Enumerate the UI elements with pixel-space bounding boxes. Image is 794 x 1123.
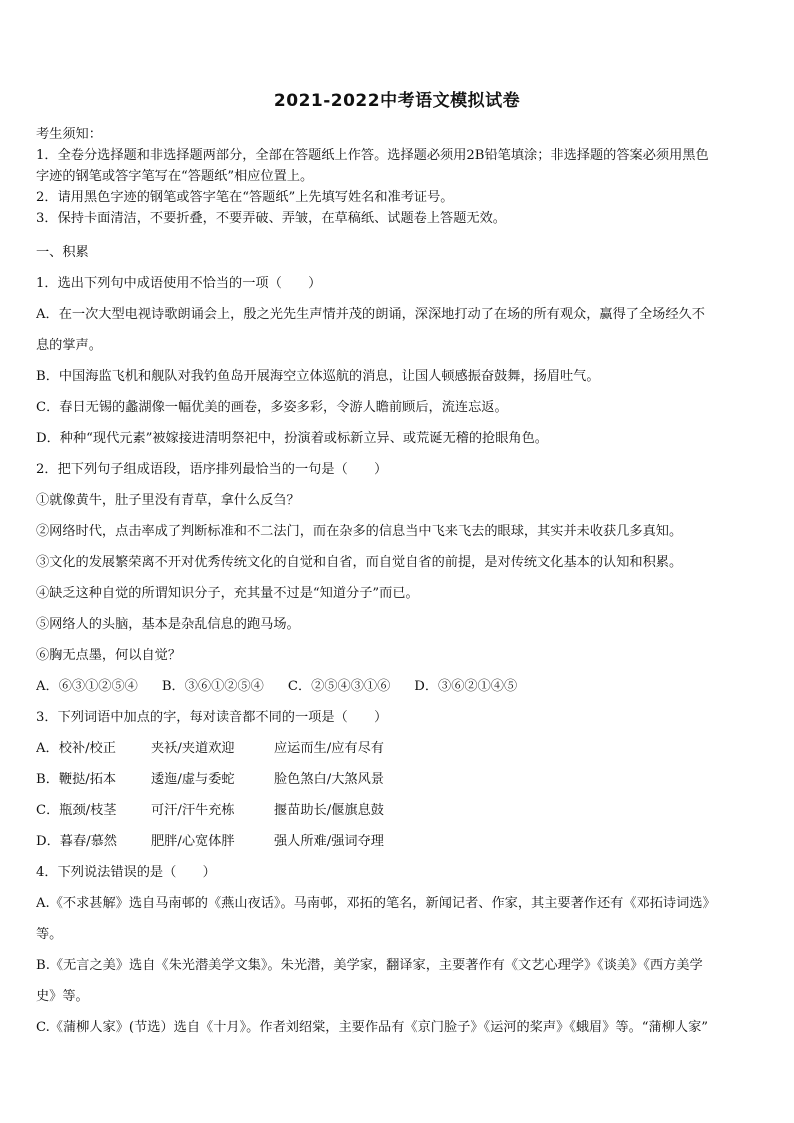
option-cell: B．鞭挞/拓本 [36,772,117,787]
question-1-option-d: D．种种“现代元素”被嫁接进清明祭祀中，扮演着或标新立异、或荒诞无稽的抢眼角色。 [36,431,548,446]
notice-line: 3．保持卡面清洁，不要折叠，不要弄破、弄皱，在草稿纸、试题卷上答题无效。 [36,211,506,226]
option-cell: 逶迤/虚与委蛇 [151,772,235,787]
question-1-stem: 1．选出下列句中成语使用不恰当的一项（ ） [36,276,322,291]
question-2-sentence: ⑥胸无点墨，何以自觉？ [36,648,182,663]
question-4-option-c: C.《蒲柳人家》(节选）选自《十月》。作者刘绍棠，主要作品有《京门脸子》《运河的桨声》《蛾眉》等。“蒲柳人家” [36,1020,709,1035]
question-1-option-c: C．春日无锡的蠡湖像一幅优美的画卷，多姿多彩，令游人瞻前顾后，流连忘返。 [36,400,508,415]
question-2-sentence: ①就像黄牛，肚子里没有青草，拿什么反刍？ [36,493,300,508]
option-cell: 强人所难/强词夺理 [274,834,384,849]
option-cell: 夹袄/夹道欢迎 [151,741,235,756]
question-3-stem: 3．下列词语中加点的字，每对读音都不同的一项是（ ） [36,710,388,725]
question-2-options [36,671,760,702]
notice-line: 2．请用黑色字迹的钢笔或答字笔在“答题纸”上先填写姓名和准考证号。 [36,190,454,205]
questions-block [36,237,760,1043]
question-4-stem: 4．下列说法错误的是（ ） [36,865,216,880]
question-2-option-d: D．③⑥②①④⑤ [414,679,518,694]
option-cell: C．瓶颈/枝茎 [36,803,117,818]
question-1-option-b: B．中国海监飞机和舰队对我钓鱼岛开展海空立体巡航的消息，让国人顿感振奋鼓舞，扬眉吐气。 [36,369,600,384]
question-4-option-a: A.《不求甚解》选自马南邨的《燕山夜话》。马南邨，邓拓的笔名，新闻记者、作家，其主要著作还有《邓拓诗词选》 [36,896,716,911]
question-2-sentence: ②网络时代，点击率成了判断标准和不二法门，而在杂多的信息当中飞来飞去的眼球，其实并未收获几多真知。 [36,524,683,539]
question-2-option-a: A．⑥③①②⑤④ [36,679,138,694]
question-1-option-a: A．在一次大型电视诗歌朗诵会上，殷之光先生声情并茂的朗诵，深深地打动了在场的所有观众，赢得了全场经久不 [36,307,705,322]
question-2-stem: 2．把下列句子组成语段，语序排列最恰当的一句是（ ） [36,462,388,477]
notice-line: 1．全卷分选择题和非选择题两部分，全部在答题纸上作答。选择题必须用2B铅笔填涂；非选择题的答案必须用黑色 [36,148,709,163]
question-2-option-c: C．②⑤④③①⑥ [287,679,391,694]
question-2-sentence: ③文化的发展繁荣离不开对优秀传统文化的自觉和自省，而自觉自省的前提，是对传统文化基本的认知和积累。 [36,555,683,570]
question-2-sentence: ⑤网络人的头脑，基本是杂乱信息的跑马场。 [36,617,300,632]
page-title: 2021-2022中考语文模拟试卷 [273,91,521,111]
notice-line: 字迹的钢笔或答字笔写在“答题纸”相应位置上。 [36,169,314,184]
option-cell: D．暮春/慕然 [36,834,117,849]
notice-heading: 考生须知： [36,127,102,142]
question-1-option-a-cont: 息的掌声。 [36,338,102,353]
option-cell: 脸色煞白/大煞风景 [274,772,384,787]
option-cell: 揠苗助长/偃旗息鼓 [274,803,384,818]
question-4-option-a-cont: 等。 [36,927,63,942]
question-4-option-b-cont: 史》等。 [36,989,89,1004]
section-heading: 一、积累 [36,245,89,260]
question-2-option-b: B．③⑥①②⑤④ [161,679,264,694]
question-2-sentence: ④缺乏这种自觉的所谓知识分子，充其量不过是“知道分子”而已。 [36,586,419,601]
question-3-option-b [36,764,760,795]
question-3-option-a [36,733,760,764]
option-cell: 肥胖/心宽体胖 [151,834,235,849]
question-3-option-d [36,826,760,857]
question-3-option-c [36,795,760,826]
question-4-option-b: B.《无言之美》选自《朱光潜美学文集》。朱光潜，美学家，翻译家，主要著作有《文艺心理学》《谈美》《西方美学 [36,958,703,973]
option-cell: 可汗/汗牛充栋 [151,803,235,818]
option-cell: A．校补/校正 [36,741,116,756]
notice-block [36,124,760,229]
option-cell: 应运而生/应有尽有 [274,741,384,756]
